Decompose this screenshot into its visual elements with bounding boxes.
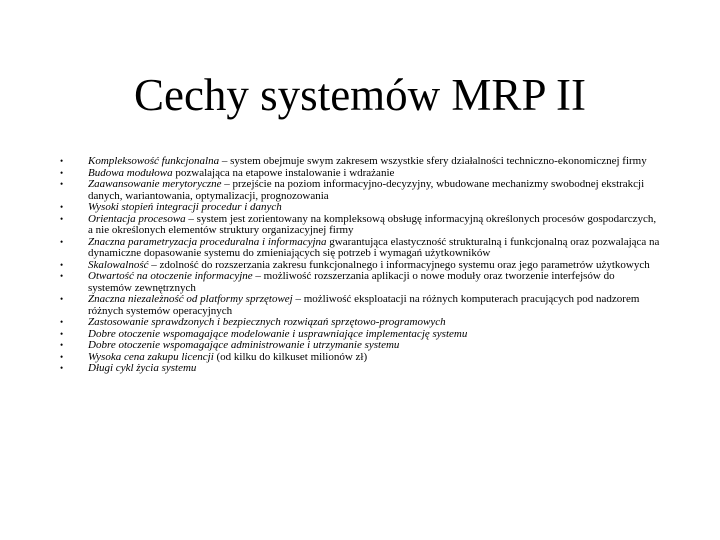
bullet-icon: • bbox=[60, 236, 64, 247]
item-text: – przejście na poziom informacyjno-decyzyjny, wbudowane mechanizmy swobodnej ekstrakcji danych, wariantowania, optymalizacji, prognozowania bbox=[88, 178, 645, 202]
bullet-icon: • bbox=[60, 202, 64, 212]
item-term: Skalowalność bbox=[88, 258, 149, 271]
item-term: Orientacja procesowa bbox=[88, 212, 186, 225]
item-term: Dobre otoczenie wspomagające administrowanie i utrzymanie systemu bbox=[88, 339, 400, 351]
slide-title: Cechy systemów MRP II bbox=[133, 70, 587, 120]
bullet-icon: • bbox=[60, 156, 64, 166]
item-text: gwarantująca elastyczność strukturalną i funkcjonalną oraz pozwalająca na dynamiczne dopasowanie systemu do zmieniających się potrzeb i wymagań użytkowników bbox=[88, 235, 660, 259]
item-text: – możliwość rozszerzania aplikacji o nowe moduły oraz tworzenie interfejsów do systemów zewnętrznych bbox=[88, 270, 615, 294]
list-item bbox=[60, 271, 660, 294]
list-item bbox=[60, 214, 660, 237]
bullet-icon: • bbox=[60, 259, 64, 270]
bullet-icon: • bbox=[60, 179, 64, 189]
bullet-icon: • bbox=[60, 294, 64, 304]
bullet-icon: • bbox=[60, 340, 64, 350]
item-text: – możliwość eksploatacji na różnych komputerach pracujących pod nadzorem różnych systemów operacyjnych bbox=[88, 293, 640, 317]
item-term: Znaczna parametryzacja proceduralna i informacyjna bbox=[88, 235, 327, 248]
bullet-icon: • bbox=[60, 328, 64, 339]
list-item bbox=[60, 237, 660, 260]
bullet-icon: • bbox=[60, 213, 64, 224]
bullet-icon: • bbox=[60, 317, 64, 327]
item-text: (od kilku do kilkuset milionów zł) bbox=[213, 350, 368, 363]
bullet-icon: • bbox=[60, 363, 64, 373]
item-term: Wysoka cena zakupu licencji bbox=[88, 350, 214, 363]
item-term: Budowa modułowa bbox=[88, 166, 173, 179]
list-item bbox=[60, 363, 660, 375]
list-item bbox=[60, 179, 660, 202]
list-item bbox=[60, 294, 660, 317]
item-text: – system jest zorientowany na kompleksową obsługę informacyjną określonych procesów gospodarczych, a nie określonych elementów struktury organizacyjnej firmy bbox=[88, 212, 657, 236]
item-term: Znaczna niezależność od platformy sprzętowej bbox=[88, 293, 293, 305]
item-term: Długi cykl życia systemu bbox=[88, 362, 197, 374]
item-term: Kompleksowość funkcjonalna bbox=[88, 155, 220, 167]
bullet-icon: • bbox=[60, 351, 64, 362]
item-text: pozwalająca na etapowe instalowanie i wdrażanie bbox=[172, 166, 395, 179]
item-term: Zaawansowanie merytoryczne bbox=[88, 178, 222, 190]
bullet-icon: • bbox=[60, 167, 64, 178]
item-term: Otwartość na otoczenie informacyjne bbox=[88, 270, 253, 282]
bullet-icon: • bbox=[60, 271, 64, 281]
item-text: – system obejmuje swym zakresem wszystkie sfery działalności techniczno-ekonomicznej firmy bbox=[219, 155, 647, 167]
item-term: Zastosowanie sprawdzonych i bezpiecznych rozwiązań sprzętowo-programowych bbox=[88, 316, 446, 328]
item-term: Wysoki stopień integracji procedur i danych bbox=[88, 201, 282, 213]
item-term: Dobre otoczenie wspomagające modelowanie i usprawniające implementację systemu bbox=[88, 327, 468, 340]
feature-list bbox=[60, 156, 660, 375]
item-text: – zdolność do rozszerzania zakresu funkcjonalnego i informacyjnego systemu oraz jego parametrów użytkowych bbox=[148, 258, 650, 271]
